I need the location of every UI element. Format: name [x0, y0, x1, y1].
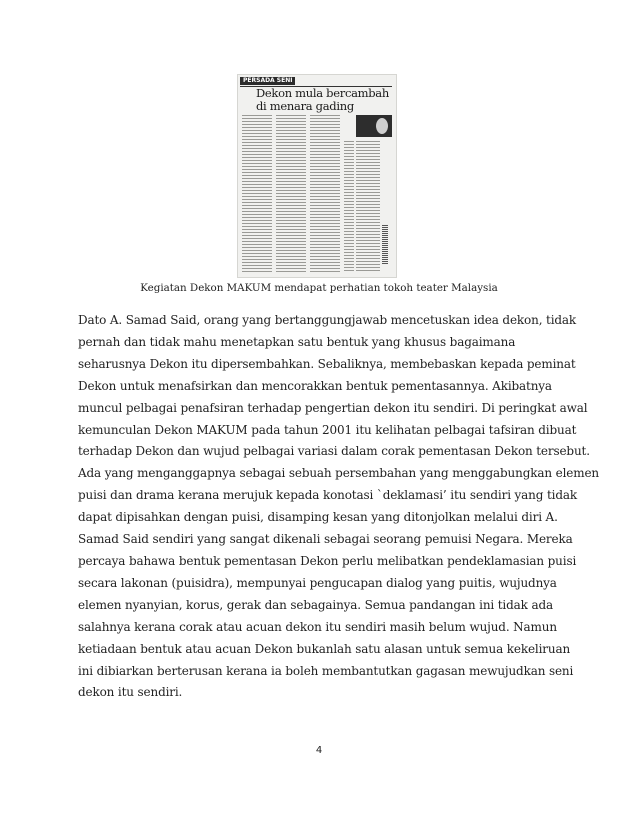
- clipping-portrait-photo: [356, 115, 392, 137]
- paragraph-line: kemunculan Dekon MAKUM pada tahun 2001 itu kelihatan pelbagai tafsiran dibuat: [78, 422, 577, 437]
- paragraph-line: ini dibiarkan berterusan kerana ia boleh membantutkan gagasan mewujudkan seni: [78, 663, 574, 678]
- paragraph-line: Dekon untuk menafsirkan dan mencorakkan bentuk pementasannya. Akibatnya: [78, 378, 552, 393]
- paragraph-line: dapat dipisahkan dengan puisi, disamping kesan yang ditonjolkan melalui diri A.: [78, 510, 558, 525]
- paragraph-line: Dato A. Samad Said, orang yang bertanggungjawab mencetuskan idea dekon, tidak: [78, 313, 577, 327]
- paragraph-line: ketiadaan bentuk atau acuan Dekon bukanlah satu alasan untuk semua kekeliruan: [78, 641, 571, 656]
- page-number: 4: [315, 745, 323, 756]
- paragraph-line: seharusnya Dekon itu dipersembahkan. Sebaliknya, membebaskan kepada peminat: [78, 356, 576, 371]
- clipping-text-column: [356, 141, 380, 273]
- paragraph-line: muncul pelbagai penafsiran terhadap pengertian dekon itu sendiri. Di peringkat awal: [78, 400, 588, 415]
- clipping-text-column: [310, 115, 340, 273]
- clipping-text-column: [242, 115, 272, 273]
- newspaper-clipping-image: [237, 74, 397, 278]
- paragraph-line: salahnya kerana corak atau acuan dekon itu sendiri masih belum wujud. Namun: [78, 619, 557, 634]
- paragraph-line: Ada yang menganggapnya sebagai sebuah persembahan yang menggabungkan elemen: [78, 466, 599, 481]
- paragraph-line: dekon itu sendiri.: [78, 685, 183, 700]
- paragraph-line: elemen nyanyian, korus, gerak dan sebagainya. Semua pandangan ini tidak ada: [78, 597, 553, 612]
- paragraph-line: terhadap Dekon dan wujud pelbagai variasi dalam corak pementasan Dekon tersebut.: [78, 444, 590, 459]
- clipping-text-column: [276, 115, 306, 273]
- figure-caption: Kegiatan Dekon MAKUM mendapat perhatian tokoh teater Malaysia: [140, 282, 498, 294]
- paragraph-line: pernah dan tidak mahu menetapkan satu bentuk yang khusus bagaimana: [78, 334, 516, 349]
- paragraph-line: percaya bahawa bentuk pementasan Dekon perlu melibatkan pendeklamasian puisi: [78, 553, 577, 568]
- portrait-face-icon: [376, 118, 388, 134]
- clipping-headline: Dekon mula bercambah di menara gading: [256, 86, 389, 113]
- clipping-text-column: [344, 141, 354, 273]
- body-paragraph: [78, 310, 599, 704]
- paragraph-line: secara lakonan (puisidra), mempunyai pengucapan dialog yang puitis, wujudnya: [78, 575, 557, 590]
- clipping-section-label: PERSADA SENI: [240, 77, 295, 85]
- paragraph-line: puisi dan drama kerana merujuk kepada konotasi `deklamasi’ itu sendiri yang tidak: [78, 488, 577, 503]
- paragraph-line: Samad Said sendiri yang sangat dikenali sebagai seorang pemuisi Negara. Mereka: [78, 532, 573, 547]
- clipping-date-stamp: [382, 225, 388, 265]
